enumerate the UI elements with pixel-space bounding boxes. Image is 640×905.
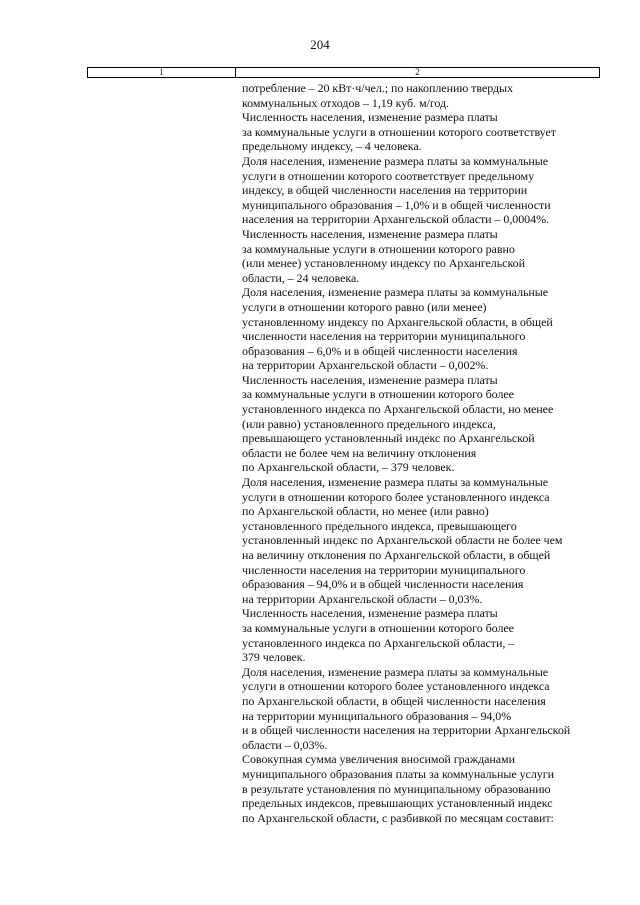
text-line: 379 человек. (242, 650, 306, 665)
text-line: на территории Архангельской области – 0,03%. (242, 591, 483, 606)
text-line: Численность населения, изменение размера платы (242, 226, 498, 241)
text-line: Численность населения, изменение размера платы (242, 110, 498, 125)
text-line: муниципального образования платы за коммунальные услуги (242, 766, 554, 781)
text-line: Доля населения, изменение размера платы за коммунальные (242, 153, 549, 168)
text-line: области, – 24 человека. (242, 270, 360, 285)
text-line: населения на территории Архангельской области – 0,0004%. (242, 212, 549, 227)
text-line: по Архангельской области, но менее (или равно) (242, 504, 489, 519)
text-line: за коммунальные услуги в отношении которого равно (242, 241, 515, 256)
document-text-body (242, 81, 602, 825)
text-line: образования – 6,0% и в общей численности населения (242, 343, 518, 358)
text-line: установленного предельного индекса, превышающего (242, 518, 517, 533)
text-line: Численность населения, изменение размера платы (242, 372, 498, 387)
text-line: по Архангельской области, – 379 человек. (242, 460, 455, 475)
text-line: предельному индексу, – 4 человека. (242, 139, 422, 154)
text-line: установленного индекса по Архангельской области, – (242, 635, 515, 650)
text-line: Доля населения, изменение размера платы за коммунальные (242, 475, 549, 490)
text-line: установленного индекса по Архангельской области, но менее (242, 402, 554, 417)
text-line: области – 0,03%. (242, 737, 328, 752)
text-line: потребление – 20 кВт·ч/чел.; по накоплению твердых (242, 81, 514, 95)
text-line: за коммунальные услуги в отношении которого более (242, 620, 514, 635)
text-line: муниципального образования – 1,0% и в общей численности (242, 197, 551, 212)
text-line: коммунальных отходов – 1,19 куб. м/год. (242, 95, 450, 110)
text-line: и в общей численности населения на территории Архангельской (242, 723, 571, 738)
column-2-header: 2 (415, 67, 420, 77)
text-line: на территории муниципального образования – 94,0% (242, 708, 512, 723)
text-line: за коммунальные услуги в отношении которого соответствует (242, 124, 556, 139)
text-line: (или равно) установленного предельного индекса, (242, 416, 496, 431)
text-line: численности населения на территории муниципального (242, 562, 526, 577)
text-line: Совокупная сумма увеличения вносимой гражданами (242, 752, 515, 767)
text-line: превышающего установленный индекс по Архангельской (242, 431, 535, 446)
text-line: по Архангельской области, в общей численности населения (242, 693, 546, 708)
text-line: индексу, в общей численности населения на территории (242, 183, 528, 198)
text-line: (или менее) установленному индексу по Архангельской (242, 256, 525, 271)
text-line: установленному индексу по Архангельской области, в общей (242, 314, 553, 329)
text-line: установленный индекс по Архангельской области не более чем (242, 533, 563, 548)
text-line: услуги в отношении которого более установленного индекса (242, 489, 550, 504)
text-line: на территории Архангельской области – 0,002%. (242, 358, 489, 373)
text-line: предельных индексов, превышающих установленный индекс (242, 796, 553, 811)
text-line: в результате установления по муниципальному образованию (242, 781, 551, 796)
text-line: Доля населения, изменение размера платы за коммунальные (242, 285, 549, 300)
text-line: услуги в отношении которого равно (или менее) (242, 299, 487, 314)
text-line: услуги в отношении которого более установленного индекса (242, 679, 550, 694)
text-line: области не более чем на величину отклонения (242, 445, 477, 460)
text-line: Численность населения, изменение размера платы (242, 606, 498, 621)
text-line: образования – 94,0% и в общей численности населения (242, 577, 524, 592)
text-line: на величину отклонения по Архангельской области, в общей (242, 548, 551, 562)
column-1-header: 1 (88, 68, 236, 77)
table-header-row (87, 67, 600, 78)
text-line: услуги в отношении которого соответствует предельному (242, 168, 535, 183)
text-line: численности населения на территории муниципального (242, 329, 526, 344)
page-number: 204 (310, 37, 330, 52)
text-line: Доля населения, изменение размера платы за коммунальные (242, 664, 549, 679)
text-line: по Архангельской области, с разбивкой по месяцам составит: (242, 810, 554, 825)
text-line: за коммунальные услуги в отношении которого более (242, 387, 514, 402)
